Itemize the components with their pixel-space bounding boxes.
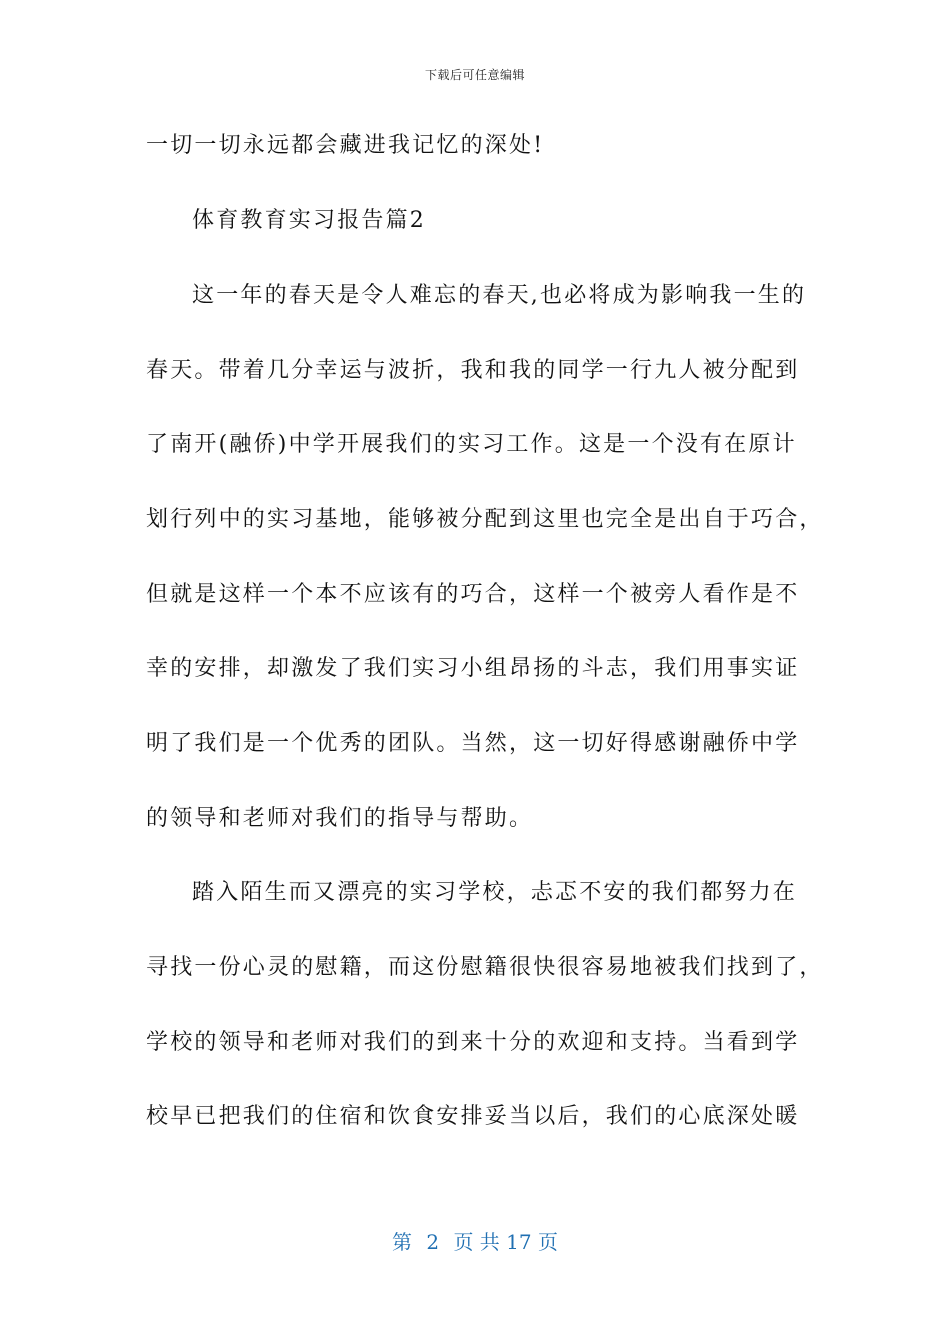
text-line: 一切一切永远都会藏进我记忆的深处! xyxy=(146,133,545,158)
footer-middle: 页 共 xyxy=(453,1230,500,1254)
section-heading: 体育教育实习报告篇2 xyxy=(192,208,426,233)
text-line: 踏入陌生而又漂亮的实习学校，忐忑不安的我们都努力在 xyxy=(192,880,798,905)
text-line: 寻找一份心灵的慰籍，而这份慰籍很快很容易地被我们找到了， xyxy=(146,955,824,980)
text-line: 校早已把我们的住宿和饮食安排妥当以后，我们的心底深处暖 xyxy=(146,1104,800,1129)
total-pages-number: 17 xyxy=(506,1230,532,1254)
footer-prefix: 第 xyxy=(392,1230,412,1254)
current-page-number: 2 xyxy=(426,1230,440,1254)
text-line: 但就是这样一个本不应该有的巧合，这样一个被旁人看作是不 xyxy=(146,582,800,607)
text-line: 学校的领导和老师对我们的到来十分的欢迎和支持。当看到学 xyxy=(146,1030,800,1055)
text-line: 划行列中的实习基地，能够被分配到这里也完全是出自于巧合， xyxy=(146,507,824,532)
text-line: 这一年的春天是令人难忘的春天,也必将成为影响我一生的 xyxy=(192,283,807,308)
text-line: 了南开(融侨)中学开展我们的实习工作。这是一个没有在原计 xyxy=(146,432,797,457)
footer-suffix: 页 xyxy=(537,1230,558,1254)
header-note: 下载后可任意编辑 xyxy=(424,68,525,82)
text-line: 幸的安排，却激发了我们实习小组昂扬的斗志，我们用事实证 xyxy=(146,656,800,681)
text-line: 的领导和老师对我们的指导与帮助。 xyxy=(146,806,534,831)
page-footer xyxy=(0,1226,950,1255)
text-line: 明了我们是一个优秀的团队。当然，这一切好得感谢融侨中学 xyxy=(146,731,800,756)
text-line: 春天。带着几分幸运与波折，我和我的同学一行九人被分配到 xyxy=(146,358,800,383)
